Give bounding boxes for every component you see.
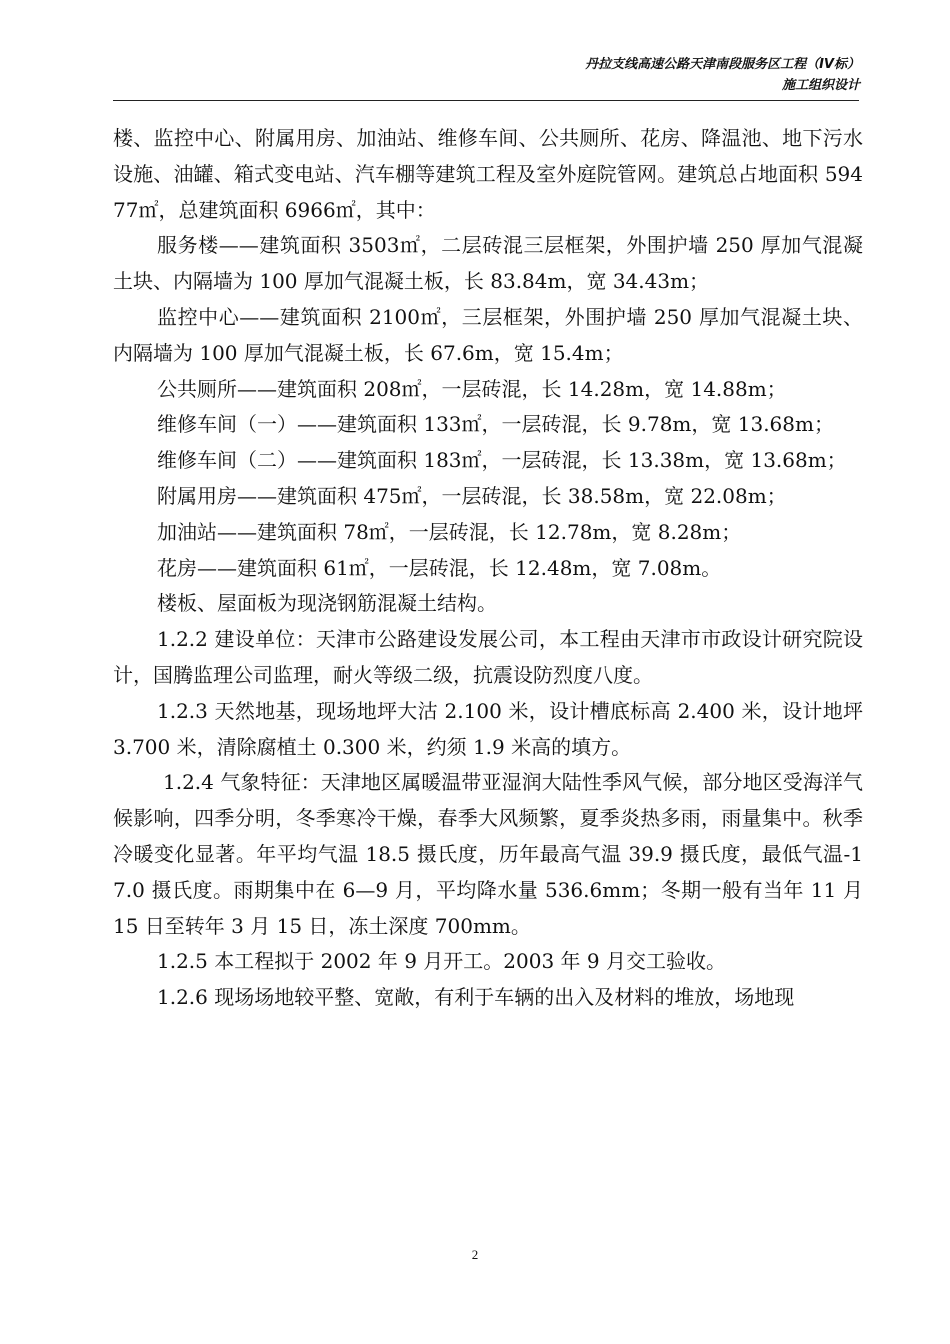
building-toilet: 公共厕所——建筑面积 208㎡，一层砖混，长 14.28m，宽 14.88m； [157, 376, 787, 401]
header-divider [113, 100, 859, 101]
page-body [113, 121, 863, 1016]
section-1-2-6: 1.2.6 现场场地较平整、宽敞，有利于车辆的出入及材料的堆放，场地现 [157, 985, 795, 1010]
intro-paragraph: 楼、监控中心、附属用房、加油站、维修车间、公共厕所、花房、降温池、地下污水设施、油罐、箱式变电站、汽车棚等建筑工程及室外庭院管网。建筑总占地面积 59477㎡，总建筑面积 6966㎡，其中： [113, 126, 863, 222]
building-service: 服务楼——建筑面积 3503㎡，二层砖混三层框架，外围护墙 250 厚加气混凝土块、内隔墙为 100 厚加气混凝土板，长 83.84m，宽 34.43m； [113, 233, 863, 294]
running-header [585, 54, 860, 96]
section-1-2-4: 1.2.4 气象特征：天津地区属暖温带亚湿润大陆性季风气候，部分地区受海洋气候影响，四季分明，冬季寒冷干燥，春季大风频繁，夏季炎热多雨，雨量集中。秋季冷暖变化显著。年平均气温 18.5 摄氏度，历年最高气温 39.9 摄氏度，最低气温-17.0 摄氏度。雨期集中在 6—9 月，平均降水量 536.6mm；冬期一般有当年 11 月 15 日至转年 3 月 15 日，冻土深度 700mm。 [113, 770, 863, 938]
building-workshop-1: 维修车间（一）——建筑面积 133㎡，一层砖混，长 9.78m，宽 13.68m； [157, 412, 834, 437]
page-number: 2 [471, 1247, 479, 1262]
building-monitoring: 监控中心——建筑面积 2100㎡，三层框架，外围护墙 250 厚加气混凝土块、内隔墙为 100 厚加气混凝土板，长 67.6m，宽 15.4m； [113, 304, 863, 365]
section-1-2-5: 1.2.5 本工程拟于 2002 年 9 月开工。2003 年 9 月交工验收。 [157, 949, 726, 974]
floor-slab-note: 楼板、屋面板为现浇钢筋混凝土结构。 [157, 591, 497, 616]
section-1-2-3: 1.2.3 天然地基，现场地坪大沽 2.100 米，设计槽底标高 2.400 米，设计地坪 3.700 米，清除腐植土 0.300 米，约须 1.9 米高的填方。 [113, 698, 863, 759]
section-1-2-2: 1.2.2 建设单位：天津市公路建设发展公司，本工程由天津市市政设计研究院设计，国腾监理公司监理，耐火等级二级，抗震设防烈度八度。 [113, 627, 863, 687]
header-document-type: 施工组织设计 [781, 78, 860, 93]
header-project-title: 丹拉支线高速公路天津南段服务区工程（IV标） [585, 57, 860, 72]
building-auxiliary: 附属用房——建筑面积 475㎡，一层砖混，长 38.58m，宽 22.08m； [157, 483, 787, 508]
building-gas-station: 加油站——建筑面积 78㎡，一层砖混，长 12.78m，宽 8.28m； [157, 519, 742, 544]
building-greenhouse: 花房——建筑面积 61㎡，一层砖混，长 12.48m，宽 7.08m。 [157, 555, 722, 580]
building-workshop-2: 维修车间（二）——建筑面积 183㎡，一层砖混，长 13.38m，宽 13.68m； [157, 448, 847, 473]
